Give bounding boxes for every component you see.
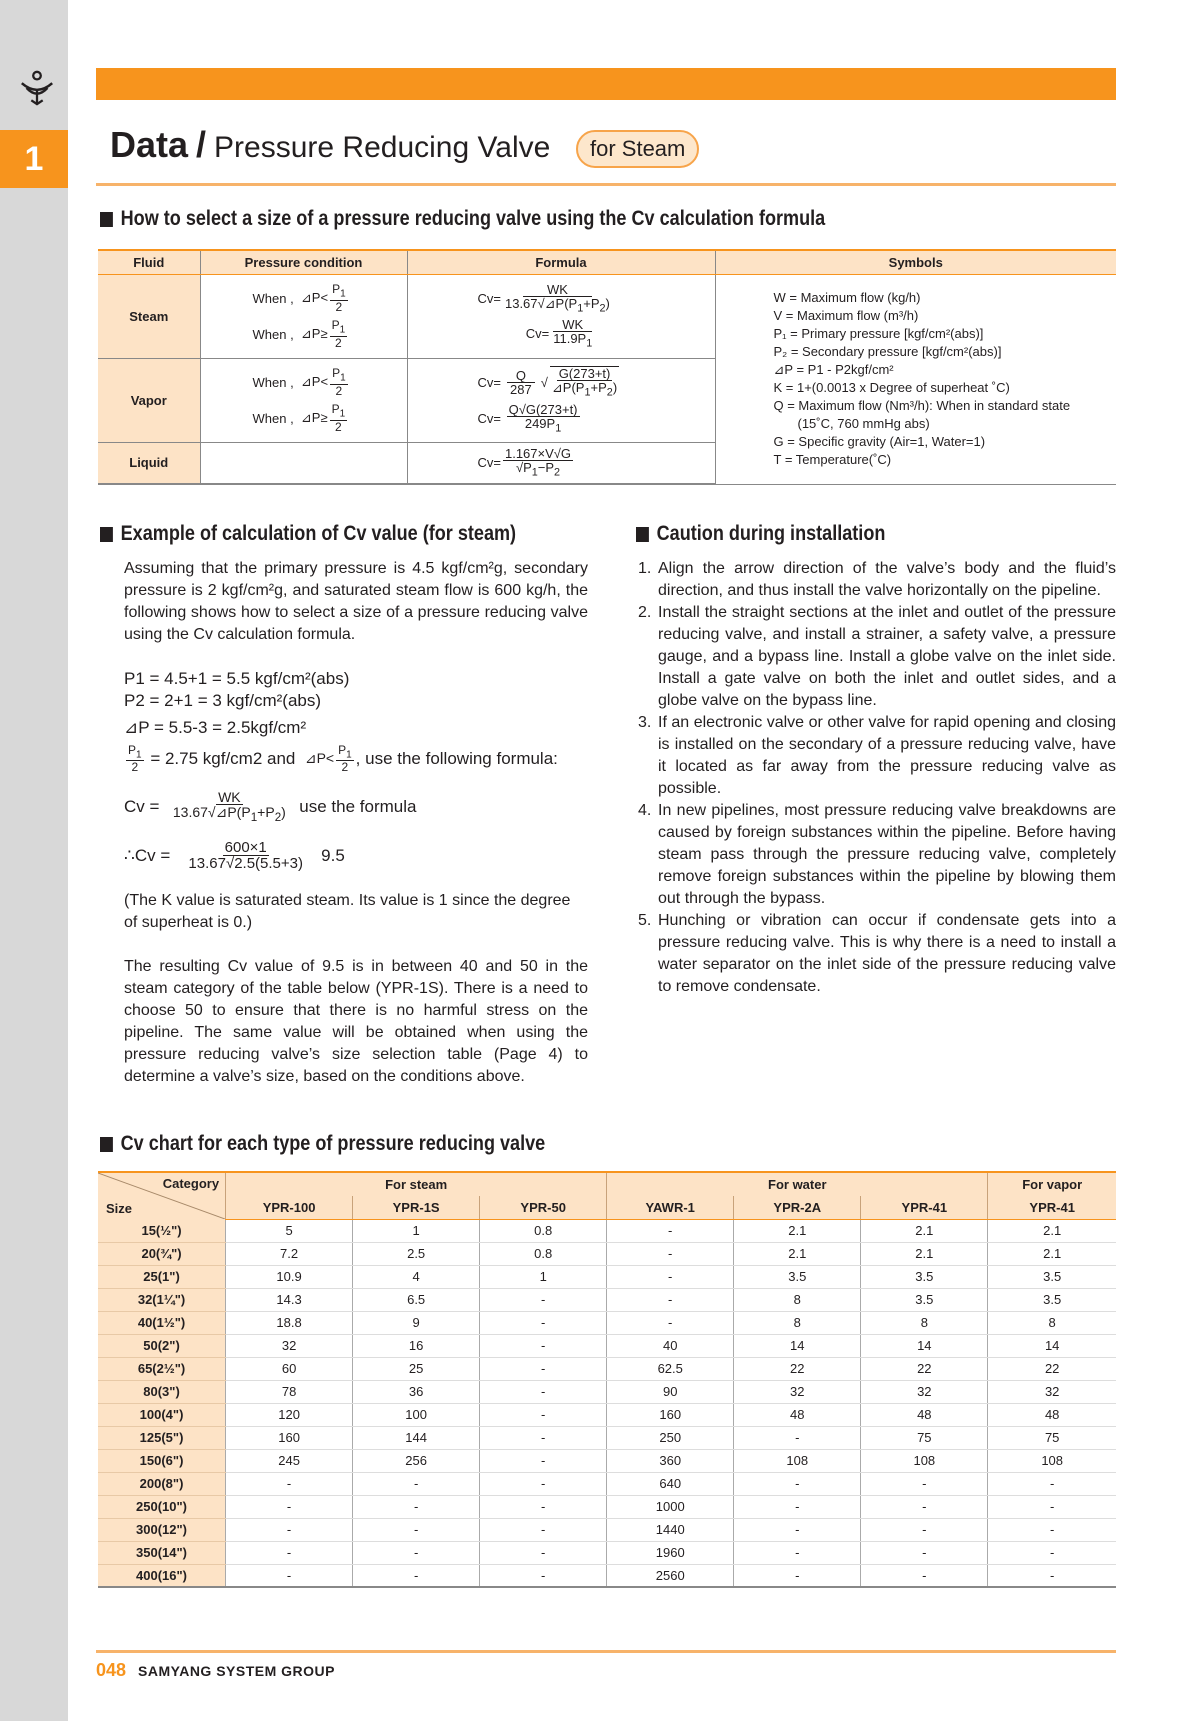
cv-value-cell: - (988, 1518, 1116, 1541)
cv-value-cell: - (607, 1242, 734, 1265)
table-row (98, 1357, 1116, 1380)
cv-value-cell: 3.5 (988, 1288, 1116, 1311)
bullet-square-icon (100, 527, 113, 542)
cv-value-cell: 48 (861, 1403, 988, 1426)
size-cell: 20(¾") (98, 1242, 226, 1265)
model-header: YPR-50 (480, 1196, 607, 1220)
section-heading-text: Cv chart for each type of pressure reducing valve (120, 1132, 546, 1155)
cv-value-cell: 250 (607, 1426, 734, 1449)
cv-value-cell: - (226, 1495, 353, 1518)
when-label: When , (252, 410, 294, 426)
cv-value-cell: 1440 (607, 1518, 734, 1541)
cv-value-cell: - (226, 1541, 353, 1564)
cv-value-cell: - (861, 1472, 988, 1495)
cv-value-cell: 48 (734, 1403, 861, 1426)
formula-vapor: Cv= $\frac{Q}{287}$ √ $\frac{G(273+t)}{⊿P(P_1+P_2)}$ Cv= $\frac{Q√G(273+t)}{249P_1}$ (407, 358, 715, 442)
cv-value-cell: 60 (226, 1357, 353, 1380)
example-note: (The K value is saturated steam. Its value is 1 since the degree of superheat is 0.) (124, 892, 571, 931)
cv-table-body (98, 1219, 1116, 1587)
cv-value-cell: - (480, 1449, 607, 1472)
cv-value-cell: 245 (226, 1449, 353, 1472)
table-row (98, 1380, 1116, 1403)
caution-item: 1. Align the arrow direction of the valve’s body and the fluid’s direction, and thus install the valve horizontally on the pipeline. (638, 560, 1116, 599)
calc-half-text: = 2.75 kgf/cm2 and (150, 748, 296, 768)
cv-value-cell: 2.5 (353, 1242, 480, 1265)
footer-divider (96, 1650, 1116, 1653)
table-row (98, 1472, 1116, 1495)
section-heading-caution (636, 522, 885, 546)
size-label: Size (106, 1201, 133, 1216)
calc-use-following: , use the following formula: (355, 748, 558, 768)
cv-value-cell: 120 (226, 1403, 353, 1426)
symbol-item: V = Maximum flow (m³/h) (773, 308, 919, 323)
calc-dp: ⊿P = 5.5-3 = 2.5kgf/cm² (124, 718, 307, 737)
cv-value-cell: - (734, 1426, 861, 1449)
cv-value-cell: 2.1 (988, 1219, 1116, 1242)
calc-cv-formula: Cv = $\frac{WK}{13.67√⊿P(P_1+P_2)}$ use the formula (124, 789, 417, 824)
size-cell: 100(4") (98, 1403, 226, 1426)
caution-item: 4. In new pipelines, most pressure reducing valve breakdowns are caused by foreign substances within the pipeline. Before having steam pass through the pressure reducing valve, completely remove foreign substances within the pipeline by blowing them out through the bypass. (638, 802, 1116, 907)
cv-value-cell: 36 (353, 1380, 480, 1403)
cv-value-cell: 32 (734, 1380, 861, 1403)
cv-value-cell: 14.3 (226, 1288, 353, 1311)
table-row (98, 1564, 1116, 1587)
formula-steam: Cv= $\frac{WK}{13.67√⊿P(P_1+P_2)}$ Cv= $\frac{WK}{11.9P_1}$ (407, 274, 715, 358)
symbol-item: Q = Maximum flow (Nm³/h): When in standard state (773, 398, 1071, 413)
cv-value-cell: - (988, 1472, 1116, 1495)
example-intro: Assuming that the primary pressure is 4.5 kgf/cm²g, secondary pressure is 2 kgf/cm²g, and saturated steam flow is 600 kg/h, the following shows how to select a size of a pressure reducing valve using the Cv calculation formula. (124, 560, 588, 643)
calc-p2: P2 = 2+1 = 3 kgf/cm²(abs) (124, 691, 322, 710)
section-heading-cv-chart (100, 1132, 545, 1156)
section-heading-example (100, 522, 516, 546)
use-formula-text: use the formula (299, 796, 417, 816)
cv-value-cell: 5 (226, 1219, 353, 1242)
cv-value-cell: 2560 (607, 1564, 734, 1587)
cv-value-cell: 640 (607, 1472, 734, 1495)
cv-value-cell: 1000 (607, 1495, 734, 1518)
caution-item: 5. Hunching or vibration can occur if condensate gets into a pressure reducing valve. This is why there is a need to install a water separator on the inlet side of the pressure reducing valve to remove condensate. (638, 912, 1116, 995)
size-cell: 150(6") (98, 1449, 226, 1472)
cv-value-cell: 16 (353, 1334, 480, 1357)
symbol-item: T = Temperature(˚C) (773, 452, 892, 467)
cv-value-cell: 0.8 (480, 1219, 607, 1242)
calc-p1: P1 = 4.5+1 = 5.5 kgf/cm²(abs) (124, 669, 350, 688)
cv-value-cell: 3.5 (861, 1265, 988, 1288)
table-row (98, 1311, 1116, 1334)
for-steam-badge: for Steam (576, 130, 699, 168)
cv-value-cell: 4 (353, 1265, 480, 1288)
table-row (98, 1426, 1116, 1449)
cv-value-cell: - (480, 1495, 607, 1518)
cv-value-cell: 0.8 (480, 1242, 607, 1265)
example-conclusion: The resulting Cv value of 9.5 is in between 40 and 50 in the steam category of the table below (YPR-1S). There is a need to choose 50 to ensure that there is no harmful stress on the pipeline. The same value will be obtained when using the pressure reducing valve’s size selection table (Page 4) to determine a valve’s size, based on the conditions above. (124, 958, 588, 1085)
cv-value-cell: - (861, 1495, 988, 1518)
company-logo-icon (18, 68, 56, 106)
cv-value-cell: - (607, 1265, 734, 1288)
caution-list (638, 558, 1116, 998)
cv-value-cell: - (861, 1541, 988, 1564)
cv-value-cell: 144 (353, 1426, 480, 1449)
cv-value-cell: - (226, 1472, 353, 1495)
title-data-word: Data (110, 124, 189, 165)
cv-value-cell: 32 (226, 1334, 353, 1357)
chapter-number-tab: 1 (0, 130, 68, 188)
size-cell: 65(2½") (98, 1357, 226, 1380)
cv-value-cell: - (480, 1518, 607, 1541)
page-footer (96, 1660, 335, 1681)
size-cell: 400(16") (98, 1564, 226, 1587)
cv-value-cell: 22 (734, 1357, 861, 1380)
symbol-item: P₁ = Primary pressure [kgf/cm²(abs)] (773, 326, 984, 341)
cv-value-cell: 1 (353, 1219, 480, 1242)
title-divider (96, 183, 1116, 186)
cv-value-cell: - (861, 1564, 988, 1587)
title-slash: / (196, 124, 207, 165)
cv-value-cell: - (353, 1541, 480, 1564)
cv-value-cell: 3.5 (988, 1265, 1116, 1288)
cv-value-cell: 108 (988, 1449, 1116, 1472)
section-heading-text: Example of calculation of Cv value (for steam) (120, 522, 517, 545)
cv-value-cell: - (226, 1564, 353, 1587)
bullet-square-icon (100, 1137, 113, 1152)
column-header-pressure-condition: Pressure condition (200, 250, 407, 274)
cv-value-cell: - (353, 1564, 480, 1587)
when-label: When , (252, 374, 294, 390)
table-row (98, 1242, 1116, 1265)
cv-value-cell: - (734, 1541, 861, 1564)
cv-value-cell: 48 (988, 1403, 1116, 1426)
cv-value-cell: 22 (988, 1357, 1116, 1380)
model-header: YPR-2A (734, 1196, 861, 1220)
cv-value-cell: 25 (353, 1357, 480, 1380)
section-heading-text: Caution during installation (656, 522, 886, 545)
cv-value-cell: 256 (353, 1449, 480, 1472)
model-header: YAWR-1 (607, 1196, 734, 1220)
cv-result-value: 9.5 (321, 845, 345, 865)
group-for-water: For water (607, 1172, 988, 1196)
page-number: 048 (96, 1660, 127, 1680)
table-row (98, 1219, 1116, 1242)
category-label: Category (162, 1176, 220, 1191)
model-header: YPR-41 (861, 1196, 988, 1220)
cv-value-cell: 8 (988, 1311, 1116, 1334)
table-row (98, 1449, 1116, 1472)
table-row (98, 1334, 1116, 1357)
page-side-band (0, 0, 68, 1721)
group-for-vapor: For vapor (988, 1172, 1116, 1196)
cv-value-cell: - (480, 1288, 607, 1311)
bullet-square-icon (100, 212, 113, 227)
cv-value-cell: - (226, 1518, 353, 1541)
cv-value-cell: - (988, 1541, 1116, 1564)
symbols-cell (715, 274, 1116, 484)
cv-value-cell: 32 (861, 1380, 988, 1403)
cv-value-cell: 108 (734, 1449, 861, 1472)
cv-value-cell: 2.1 (734, 1242, 861, 1265)
header-color-bar (96, 68, 1116, 100)
fluid-vapor: Vapor (98, 358, 200, 442)
cv-formula-table (98, 249, 1116, 485)
model-header: YPR-41 (988, 1196, 1116, 1220)
symbol-item: (15˚C, 760 mmHg abs) (797, 416, 930, 431)
cv-value-cell: 3.5 (861, 1288, 988, 1311)
size-cell: 200(8") (98, 1472, 226, 1495)
table-row (98, 1541, 1116, 1564)
symbol-item: K = 1+(0.0013 x Degree of superheat ˚C) (773, 380, 1010, 395)
condition-vapor: When , ⊿P< $\frac{P_1}{2}$ When , ⊿P≥ $\frac{P_1}{2}$ (200, 358, 407, 442)
cv-value-cell: 10.9 (226, 1265, 353, 1288)
cv-value-cell: 1 (480, 1265, 607, 1288)
cv-value-cell: - (607, 1311, 734, 1334)
cv-value-cell: 14 (988, 1334, 1116, 1357)
company-name: SAMYANG SYSTEM GROUP (138, 1663, 336, 1679)
cv-value-cell: - (734, 1472, 861, 1495)
symbol-item: P₂ = Secondary pressure [kgf/cm²(abs)] (773, 344, 1002, 359)
condition-liquid (200, 442, 407, 484)
fluid-liquid: Liquid (98, 442, 200, 484)
section-heading-text: How to select a size of a pressure reducing valve using the Cv calculation formula (120, 207, 826, 230)
title-product: Pressure Reducing Valve (214, 131, 551, 164)
condition-steam: When , ⊿P< $\frac{P_1}{2}$ When , ⊿P≥ $\frac{P_1}{2}$ (200, 274, 407, 358)
table-row (98, 1403, 1116, 1426)
cv-value-cell: - (734, 1495, 861, 1518)
cv-value-cell: 32 (988, 1380, 1116, 1403)
cv-value-cell: 2.1 (861, 1219, 988, 1242)
cv-value-cell: - (988, 1564, 1116, 1587)
cv-value-cell: - (988, 1495, 1116, 1518)
when-label: When , (252, 290, 294, 306)
cv-value-cell: - (480, 1357, 607, 1380)
cv-value-cell: - (861, 1518, 988, 1541)
cv-value-cell: - (480, 1564, 607, 1587)
category-size-corner (98, 1172, 226, 1219)
formula-liquid: Cv= $\frac{1.167\times V√G}{√P_1-P_2}$ (407, 442, 715, 484)
size-cell: 25(1") (98, 1265, 226, 1288)
cv-value-cell: 75 (988, 1426, 1116, 1449)
symbol-item: ⊿P = P1 - P2kgf/cm² (773, 362, 894, 377)
cv-chart-table (98, 1171, 1116, 1588)
size-cell: 50(2") (98, 1334, 226, 1357)
cv-value-cell: - (480, 1403, 607, 1426)
size-cell: 250(10") (98, 1495, 226, 1518)
size-cell: 350(14") (98, 1541, 226, 1564)
cv-value-cell: 90 (607, 1380, 734, 1403)
cv-value-cell: - (353, 1495, 480, 1518)
cv-label: Cv = (124, 796, 160, 816)
size-cell: 15(½") (98, 1219, 226, 1242)
symbol-item: W = Maximum flow (kg/h) (773, 290, 921, 305)
table-row (98, 1288, 1116, 1311)
page-title (110, 124, 550, 168)
group-for-steam: For steam (226, 1172, 607, 1196)
cv-value-cell: 160 (226, 1426, 353, 1449)
cv-value-cell: 18.8 (226, 1311, 353, 1334)
when-label: When , (252, 326, 294, 342)
cv-value-cell: - (353, 1472, 480, 1495)
model-header: YPR-1S (353, 1196, 480, 1220)
cv-value-cell: 8 (734, 1288, 861, 1311)
calc-cv-result: ∴Cv = $\frac{600\times 1}{13.67√2.5(5.5+3)}$ 9.5 (124, 839, 345, 872)
caution-item: 3. If an electronic valve or other valve for rapid opening and closing is installed on the secondary of a pressure reducing valve, have it located as far away from the pressure reducing valve as possible. (638, 714, 1116, 797)
size-cell: 32(1¼") (98, 1288, 226, 1311)
cv-value-cell: - (480, 1472, 607, 1495)
model-header: YPR-100 (226, 1196, 353, 1220)
table-row (98, 1495, 1116, 1518)
cv-value-cell: 75 (861, 1426, 988, 1449)
cv-value-cell: - (734, 1518, 861, 1541)
cv-value-cell: 108 (861, 1449, 988, 1472)
symbol-item: G = Specific gravity (Air=1, Water=1) (773, 434, 986, 449)
section-heading-size-selection (100, 207, 825, 231)
cv-value-cell: 100 (353, 1403, 480, 1426)
cv-value-cell: 1960 (607, 1541, 734, 1564)
cv-value-cell: 40 (607, 1334, 734, 1357)
caution-item: 2. Install the straight sections at the inlet and outlet of the pressure reducing valve, and install a strainer, a safety valve, a pressure gauge, and a bypass line. Install a globe valve on the inlet side. Install a gate valve on both the inlet and outlet sides, and a globe valve on the bypass line. (638, 604, 1116, 709)
cv-value-cell: - (734, 1564, 861, 1587)
cv-value-cell: 14 (734, 1334, 861, 1357)
column-header-symbols: Symbols (715, 250, 1116, 274)
cv-value-cell: 160 (607, 1403, 734, 1426)
size-cell: 80(3") (98, 1380, 226, 1403)
table-row (98, 1265, 1116, 1288)
cv-value-cell: 6.5 (353, 1288, 480, 1311)
fluid-steam: Steam (98, 274, 200, 358)
size-cell: 300(12") (98, 1518, 226, 1541)
symbols-list (716, 289, 1117, 469)
cv-value-cell: - (480, 1334, 607, 1357)
cv-value-cell: 62.5 (607, 1357, 734, 1380)
cv-value-cell: 22 (861, 1357, 988, 1380)
cv-value-cell: - (480, 1541, 607, 1564)
size-cell: 125(5") (98, 1426, 226, 1449)
size-cell: 40(1½") (98, 1311, 226, 1334)
cv-value-cell: 8 (734, 1311, 861, 1334)
cv-value-cell: - (353, 1518, 480, 1541)
cv-value-cell: 14 (861, 1334, 988, 1357)
calc-half-condition: $\frac{P_1}{2}$ = 2.75 kgf/cm2 and ⊿P< $\frac{P_1}{2}$ , use the following formula: (128, 743, 558, 775)
cv-value-cell: 2.1 (734, 1219, 861, 1242)
cv-value-cell: 2.1 (988, 1242, 1116, 1265)
cv-value-cell: 3.5 (734, 1265, 861, 1288)
bullet-square-icon (636, 527, 649, 542)
cv-value-cell: 2.1 (861, 1242, 988, 1265)
cv-value-cell: 360 (607, 1449, 734, 1472)
column-header-fluid: Fluid (98, 250, 200, 274)
cv-value-cell: - (480, 1380, 607, 1403)
cv-value-cell: 78 (226, 1380, 353, 1403)
column-header-formula: Formula (407, 250, 715, 274)
cv-value-cell: - (480, 1426, 607, 1449)
cv-value-cell: 8 (861, 1311, 988, 1334)
therefore-cv-label: ∴Cv = (124, 845, 171, 865)
cv-value-cell: 7.2 (226, 1242, 353, 1265)
cv-value-cell: - (607, 1219, 734, 1242)
table-row (98, 1518, 1116, 1541)
cv-value-cell: - (480, 1311, 607, 1334)
cv-value-cell: 9 (353, 1311, 480, 1334)
cv-value-cell: - (607, 1288, 734, 1311)
